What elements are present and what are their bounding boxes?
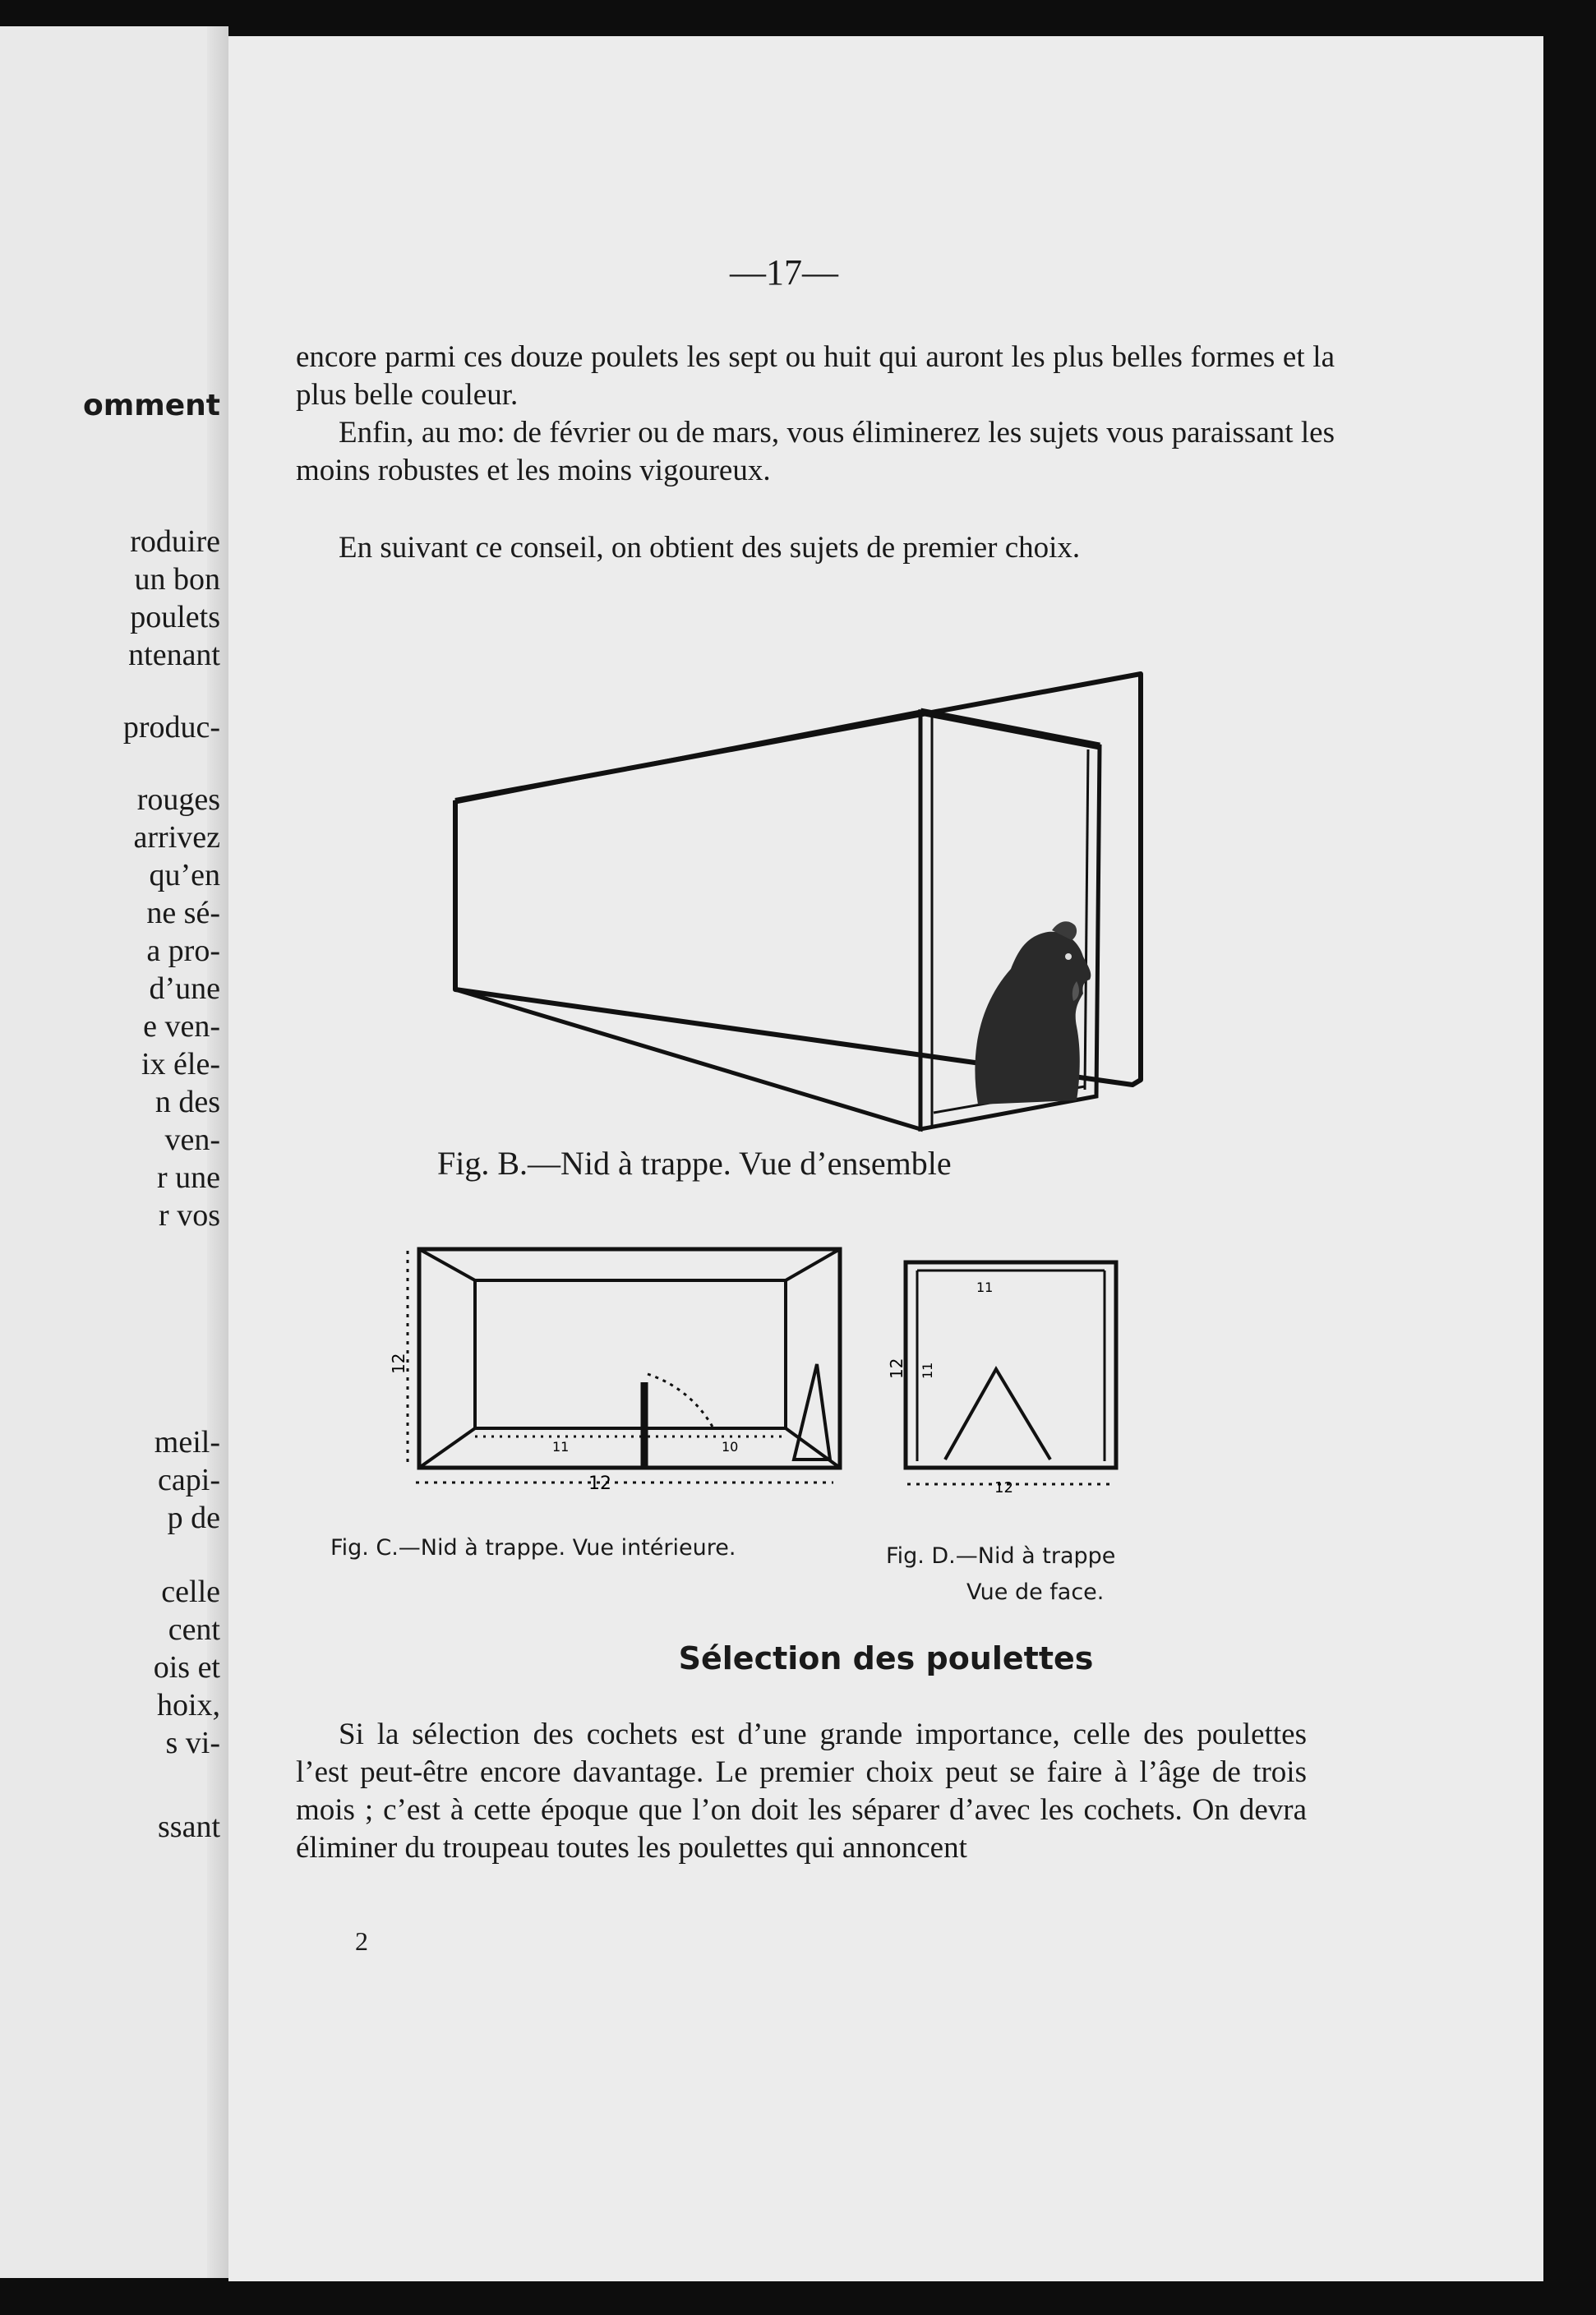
left-page-line: un bon	[134, 562, 220, 597]
left-page-line: hoix,	[156, 1688, 220, 1722]
figure-d-dim-left: 12	[887, 1358, 906, 1379]
left-page-line: qu’en	[149, 858, 220, 892]
left-page-line: n des	[155, 1085, 220, 1119]
left-page-line: e ven-	[143, 1009, 220, 1044]
left-page-line: produc-	[122, 710, 220, 745]
figure-d-dim-bottom: 12	[994, 1479, 1013, 1496]
left-page-line: poulets	[130, 600, 220, 634]
left-page-fragment	[0, 26, 228, 2278]
left-page-line: ne sé-	[146, 896, 220, 930]
hen-illustration	[975, 921, 1091, 1104]
left-page-line: omment	[82, 389, 220, 422]
left-page-line: ntenant	[128, 638, 220, 672]
figure-d-dim-inner: 11	[920, 1362, 935, 1379]
left-page-line: ven-	[164, 1123, 220, 1157]
paragraph-conseil: En suivant ce conseil, on obtient des sujets de premier choix.	[339, 531, 1081, 565]
left-page-line: a pro-	[146, 934, 220, 968]
left-page-line: r une	[156, 1160, 220, 1195]
left-page-line: celle	[161, 1575, 220, 1609]
left-page-line: rouges	[136, 782, 220, 817]
paragraph-continuation: encore parmi ces douze poulets les sept ou huit qui auront les plus belles formes et la plus belle couleur.	[296, 340, 1335, 412]
section-title: Sélection des poulettes	[678, 1640, 1094, 1676]
right-page	[228, 36, 1543, 2281]
left-page-line: ix éle-	[141, 1047, 220, 1081]
page-number: —17—	[730, 252, 838, 293]
figure-c-dim-bottom: 12	[588, 1473, 611, 1494]
figure-d-caption-line1: Fig. D.—Nid à trappe	[886, 1543, 1116, 1569]
left-page-line: r vos	[159, 1198, 220, 1233]
figure-d-drawing	[887, 1256, 1124, 1496]
left-page-line: cent	[168, 1612, 220, 1647]
left-page-line: d’une	[149, 971, 220, 1006]
left-page-line: ssant	[158, 1810, 220, 1844]
paragraph-enfin: Enfin, au mo: de février ou de mars, vous éliminerez les sujets vous paraissant les moins robustes et les moins vigoureux.	[296, 416, 1335, 487]
figure-c-caption: Fig. C.—Nid à trappe. Vue intérieure.	[330, 1535, 736, 1561]
figure-d-dim-top: 11	[976, 1280, 994, 1295]
left-page-line: p de	[167, 1501, 220, 1535]
figure-b-caption: Fig. B.—Nid à trappe. Vue d’ensemble	[437, 1145, 952, 1182]
left-page-line: ois et	[153, 1650, 220, 1685]
figure-c-dim-inner-a: 11	[552, 1439, 570, 1455]
figure-c-dim-height: 12	[389, 1353, 408, 1374]
left-page-line: meil-	[154, 1425, 220, 1460]
left-page-line: arrivez	[133, 820, 220, 855]
left-page-line: roduire	[130, 524, 220, 559]
figure-c-drawing	[389, 1243, 845, 1494]
folio-signature: 2	[355, 1926, 368, 1956]
paragraph-selection: Si la sélection des cochets est d’une grande importance, celle des poulettes l’est peut-être encore davantage. Le premier choix peut se faire à l’âge de trois mois ; c’est à cette époque que l’on doit les séparer d’avec les cochets. On devra éliminer du troupeau toutes les poulettes qui annoncent	[296, 1718, 1307, 1865]
figure-b-drawing	[444, 669, 1101, 1129]
left-page-line: capi-	[158, 1463, 220, 1497]
left-page-line: s vi-	[165, 1726, 220, 1760]
figure-d-caption-line2: Vue de face.	[966, 1579, 1105, 1605]
figure-c-dim-inner-b: 10	[722, 1439, 739, 1455]
